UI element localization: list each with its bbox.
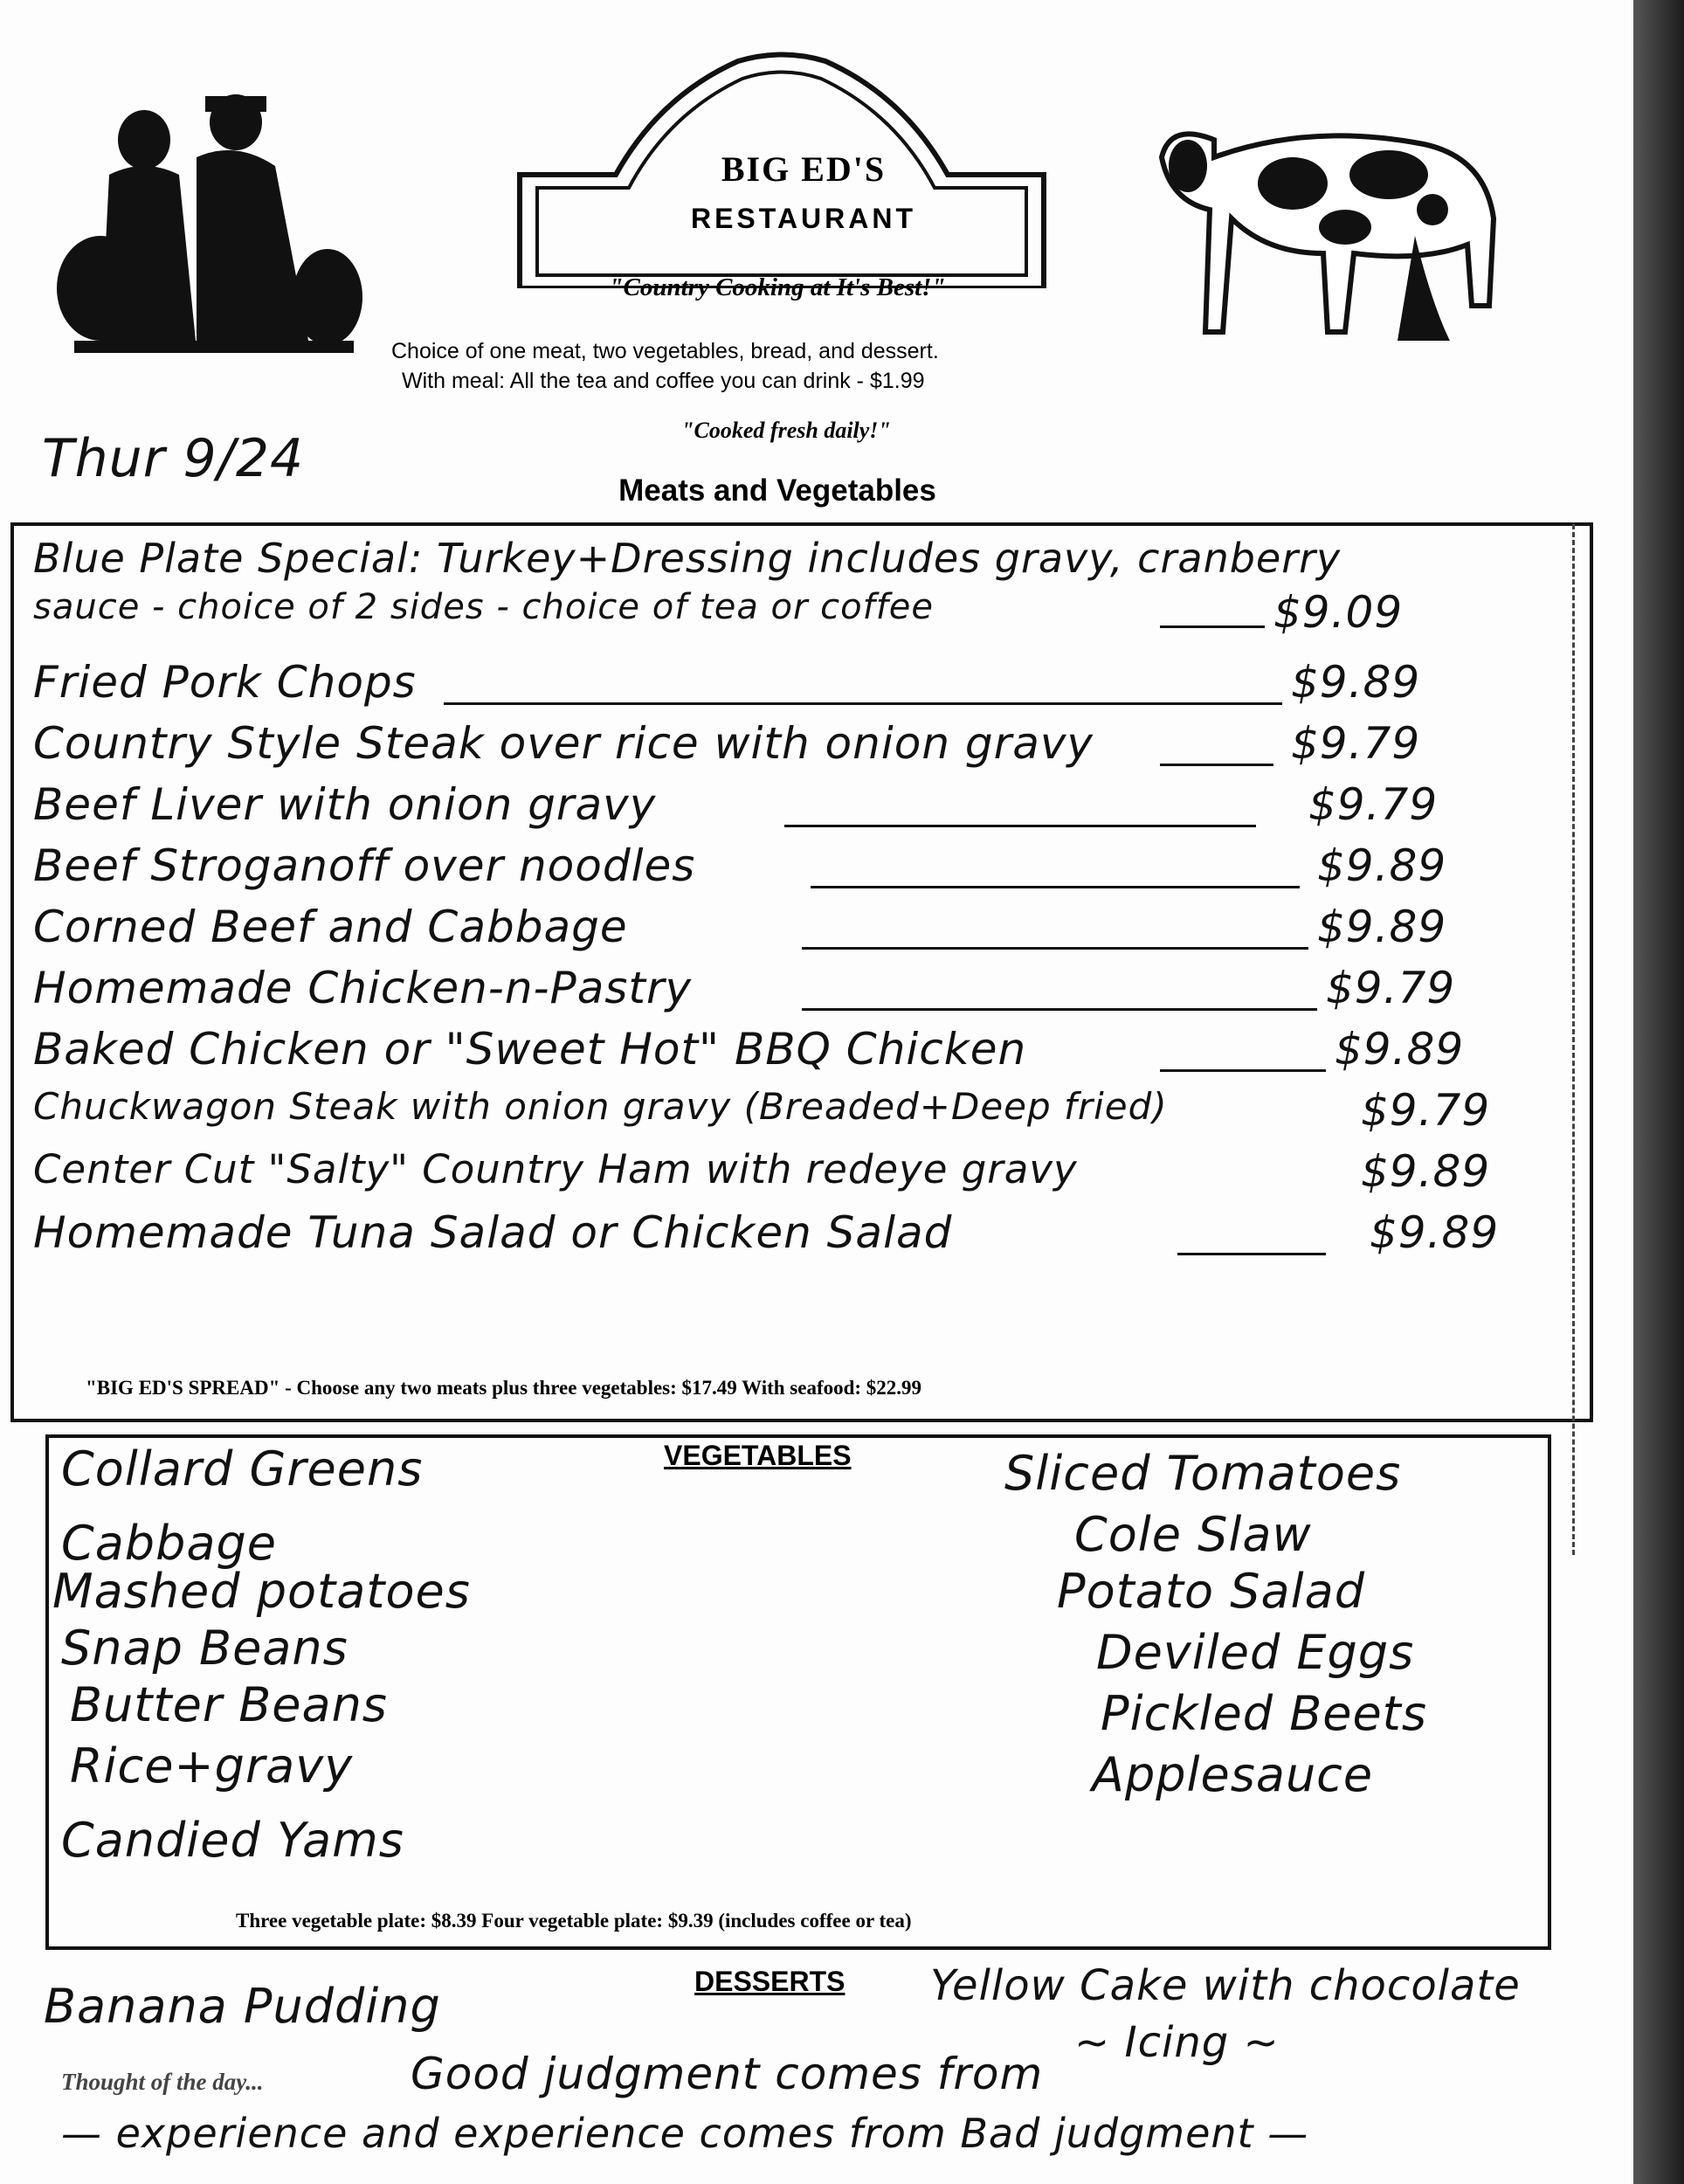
perforation-edge bbox=[1572, 524, 1577, 1555]
cow-milkmaid-icon bbox=[1135, 105, 1511, 358]
meat-row bbox=[33, 840, 1518, 893]
meat-label: Fried Pork Chops bbox=[33, 657, 417, 708]
logo-title: BIG ED'S bbox=[721, 149, 887, 189]
dessert-item: Banana Pudding bbox=[44, 1979, 441, 2034]
meat-row bbox=[33, 1085, 1518, 1137]
meat-label: Beef Liver with onion gravy bbox=[33, 779, 657, 830]
vegetable-item: Collard Greens bbox=[61, 1441, 424, 1496]
meat-row bbox=[33, 1207, 1518, 1260]
meat-label: Baked Chicken or "Sweet Hot" BBQ Chicken bbox=[33, 1024, 1027, 1075]
meat-label: Corned Beef and Cabbage bbox=[33, 902, 628, 952]
fresh-note: "Cooked fresh daily!" bbox=[681, 418, 891, 443]
meat-price: $9.89 bbox=[1291, 657, 1421, 708]
vegetable-item: Pickled Beets bbox=[1101, 1686, 1427, 1741]
meat-label: sauce - choice of 2 sides - choice of tea or coffee bbox=[33, 587, 935, 627]
meat-price: $9.89 bbox=[1317, 840, 1447, 891]
vegetables-heading: VEGETABLES bbox=[664, 1440, 852, 1471]
meat-price: $9.79 bbox=[1308, 779, 1439, 830]
vegetable-item: Butter Beans bbox=[70, 1677, 388, 1732]
logo-subtitle: RESTAURANT bbox=[690, 203, 917, 234]
dessert-item: Yellow Cake with chocolate bbox=[930, 1961, 1521, 2010]
big-eds-spread: "BIG ED'S SPREAD" - Choose any two meats plus three vegetables: $17.49 With seafood: $22.99 bbox=[86, 1377, 922, 1399]
meat-row bbox=[33, 535, 1518, 587]
meat-row bbox=[33, 587, 1518, 639]
vegetable-item: Cabbage bbox=[61, 1516, 277, 1571]
meats-heading: Meats and Vegetables bbox=[618, 473, 936, 508]
farmers-silhouette-icon bbox=[48, 87, 362, 367]
vegetable-item: Potato Salad bbox=[1057, 1564, 1365, 1619]
desserts-heading: DESSERTS bbox=[694, 1966, 845, 1997]
meat-row bbox=[33, 963, 1518, 1015]
thought-quote-line1: Good judgment comes from bbox=[411, 2049, 1044, 2099]
tagline: "Country Cooking at It's Best!" bbox=[609, 273, 946, 301]
meat-label: Homemade Tuna Salad or Chicken Salad bbox=[33, 1207, 953, 1258]
vegetable-item: Applesauce bbox=[1092, 1747, 1374, 1802]
menu-date: Thur 9/24 bbox=[42, 428, 305, 489]
meat-row bbox=[33, 902, 1518, 954]
table-background bbox=[1633, 0, 1684, 2184]
meat-row bbox=[33, 718, 1518, 771]
meal-info-line2: With meal: All the tea and coffee you can drink - $1.99 bbox=[402, 369, 925, 393]
meat-label: Country Style Steak over rice with onion gravy bbox=[33, 718, 1094, 769]
meal-info-line1: Choice of one meat, two vegetables, bread, and dessert. bbox=[391, 339, 939, 363]
vegetable-item: Sliced Tomatoes bbox=[1004, 1446, 1402, 1501]
meat-price: $9.79 bbox=[1291, 718, 1421, 769]
vegetable-item: Rice+gravy bbox=[70, 1738, 354, 1794]
dessert-item-icing: ~ Icing ~ bbox=[1074, 2018, 1280, 2067]
vegetable-item: Mashed potatoes bbox=[52, 1564, 471, 1619]
meat-price: $9.89 bbox=[1335, 1024, 1465, 1075]
meat-label: Chuckwagon Steak with onion gravy (Breaded+Deep fried) bbox=[33, 1085, 1168, 1128]
meat-label: Blue Plate Special: Turkey+Dressing includes gravy, cranberry bbox=[33, 535, 1342, 582]
vegetable-item: Candied Yams bbox=[61, 1813, 404, 1868]
meat-row bbox=[33, 779, 1518, 832]
meat-price: $9.89 bbox=[1370, 1207, 1500, 1258]
vegetable-item: Cole Slaw bbox=[1074, 1507, 1312, 1562]
meat-price: $9.89 bbox=[1317, 902, 1447, 952]
meat-row bbox=[33, 1024, 1518, 1076]
meat-row bbox=[33, 657, 1518, 709]
thought-quote-line2: — experience and experience comes from Bad judgment — bbox=[61, 2110, 1309, 2157]
meat-price: $9.89 bbox=[1361, 1146, 1491, 1197]
meat-row bbox=[33, 1146, 1518, 1199]
meat-price: $9.79 bbox=[1326, 963, 1456, 1013]
meat-price: $9.09 bbox=[1273, 587, 1404, 638]
vegetable-item: Deviled Eggs bbox=[1096, 1625, 1415, 1680]
meat-price: $9.79 bbox=[1361, 1085, 1491, 1136]
vegetable-item: Snap Beans bbox=[61, 1621, 349, 1676]
meats-box bbox=[10, 522, 1593, 1422]
meat-label: Center Cut "Salty" Country Ham with redeye gravy bbox=[33, 1146, 1078, 1192]
vegetable-plate-prices: Three vegetable plate: $8.39 Four vegetable plate: $9.39 (includes coffee or tea) bbox=[236, 1910, 912, 1932]
meat-label: Beef Stroganoff over noodles bbox=[33, 840, 696, 891]
meat-label: Homemade Chicken-n-Pastry bbox=[33, 963, 693, 1013]
thought-label: Thought of the day... bbox=[61, 2069, 264, 2095]
